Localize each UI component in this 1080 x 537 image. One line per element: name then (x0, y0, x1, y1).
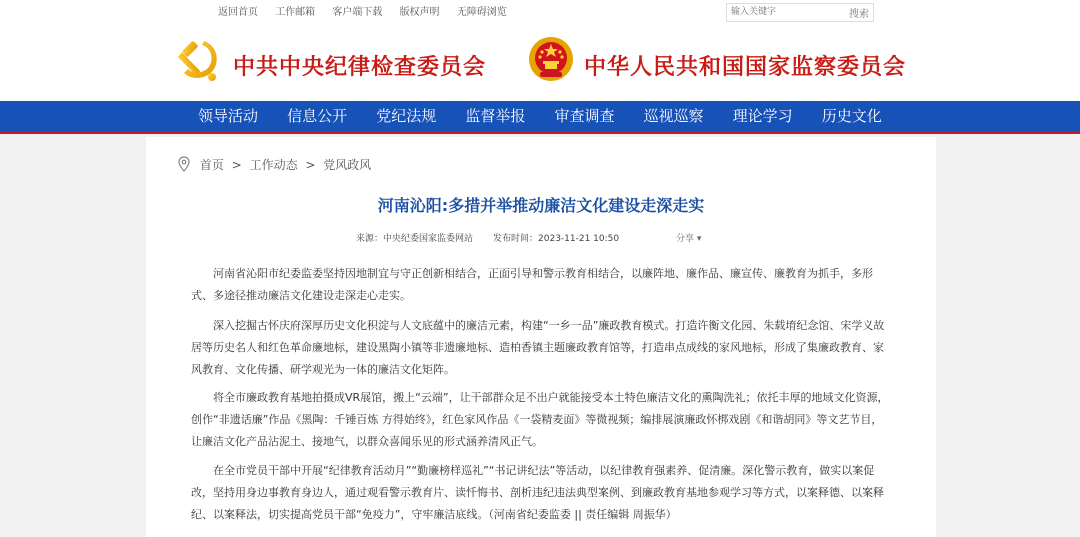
article-title: 河南沁阳:多措并举推动廉洁文化建设走深走实 (377, 196, 705, 215)
link-copyright[interactable]: 版权声明 (399, 7, 440, 18)
nav-item-history-culture[interactable]: 历史文化 (821, 107, 882, 125)
article-paragraph: 将全市廉政教育基地拍摄成VR展馆，搬上“云端”，让干部群众足不出户就能接受本土特色廉洁文化的熏陶洗礼；依托丰厚的地域文化资源，创作“非遗话廉”作品《黑陶：千锤百炼 方得始终》，红色家风作品《一袋精麦面》等微视频；编排展演廉政怀梆戏剧《和谐胡同》等文艺节目，让廉洁文化产品沾泥土、接地气，以群众喜闻乐见的形式涵养清风正气。 (191, 391, 889, 448)
link-accessibility[interactable]: 无障碍浏览 (456, 7, 507, 18)
link-home[interactable]: 返回首页 (218, 7, 258, 18)
article-paragraph: 深入挖掘古怀庆府深厚历史文化积淀与人文底蕴中的廉洁元素，构建“一乡一品”廉政教育模式。打造许衡文化园、朱载堉纪念馆、宋学义故居等历史名人和红色革命廉地标，建设黑陶小镇等非遗廉地标、造柏香镇主题廉政教育馆等，打造串点成线的家风地标，形成了集廉政教育、家风教育、文化传播、研学观光为一体的廉洁文化矩阵。 (191, 319, 885, 376)
nav-item-leadership[interactable]: 领导活动 (198, 107, 259, 125)
breadcrumb-separator: > (305, 158, 316, 172)
link-client-download[interactable]: 客户端下载 (332, 7, 383, 18)
top-links (218, 3, 521, 18)
article-paragraph: 河南省沁阳市纪委监委坚持因地制宜与守正创新相结合，正面引导和警示教育相结合，以廉阵地、廉作品、廉宣传、廉教育为抓手，多形式、多途径推动廉洁文化建设走深走心走实。 (191, 267, 873, 302)
nsc-title: 中华人民共和国国家监察委员会 (584, 54, 907, 80)
nav-item-theory-study[interactable]: 理论学习 (732, 107, 793, 125)
nav-item-inspection[interactable]: 巡视巡察 (643, 107, 704, 125)
search-input[interactable] (731, 5, 831, 19)
article-source: 来源：中央纪委国家监委网站 (356, 234, 474, 244)
party-emblem-icon (178, 37, 222, 83)
article-meta (356, 231, 619, 244)
top-bar (0, 0, 1080, 22)
breadcrumb-party-conduct[interactable]: 党风政风 (323, 158, 372, 172)
share-button[interactable] (676, 231, 701, 244)
breadcrumb-home[interactable]: 首页 (199, 158, 224, 172)
breadcrumb-work-news[interactable]: 工作动态 (249, 158, 298, 172)
national-emblem-icon (528, 36, 574, 82)
nav-item-regulations[interactable]: 党纪法规 (376, 107, 437, 125)
location-pin-icon (178, 156, 190, 172)
nav-item-investigation[interactable]: 审查调查 (554, 107, 615, 125)
search-button[interactable]: 搜索 (849, 9, 869, 20)
breadcrumb-separator: > (231, 158, 242, 172)
search-box (726, 3, 874, 22)
article-paragraph: 在全市党员干部中开展“纪律教育活动月”“勤廉榜样巡礼”“书记讲纪法”等活动，以纪律教育强素养、促清廉。深化警示教育，做实以案促改，坚持用身边事教育身边人，通过观看警示教育片、读忏悔书、剖析违纪违法典型案例、到廉政教育基地参观学习等方式，以案释德、以案释纪、以案释法，切实提高党员干部“免疫力”，守牢廉洁底线。（河南省纪委监委 || 责任编辑 周振华） (191, 464, 884, 521)
article-published-time: 发布时间：2023-11-21 10:50 (493, 234, 620, 244)
cpc-ccdi-title: 中共中央纪律检查委员会 (233, 54, 487, 80)
nav-item-info-disclosure[interactable]: 信息公开 (287, 107, 348, 125)
nav-item-supervision-report[interactable]: 监督举报 (465, 107, 526, 125)
share-label: 分享 (676, 234, 695, 244)
caret-down-icon: ▾ (696, 234, 702, 244)
link-work-email[interactable]: 工作邮箱 (275, 7, 316, 18)
breadcrumb (178, 156, 375, 173)
main-nav (0, 101, 1080, 134)
